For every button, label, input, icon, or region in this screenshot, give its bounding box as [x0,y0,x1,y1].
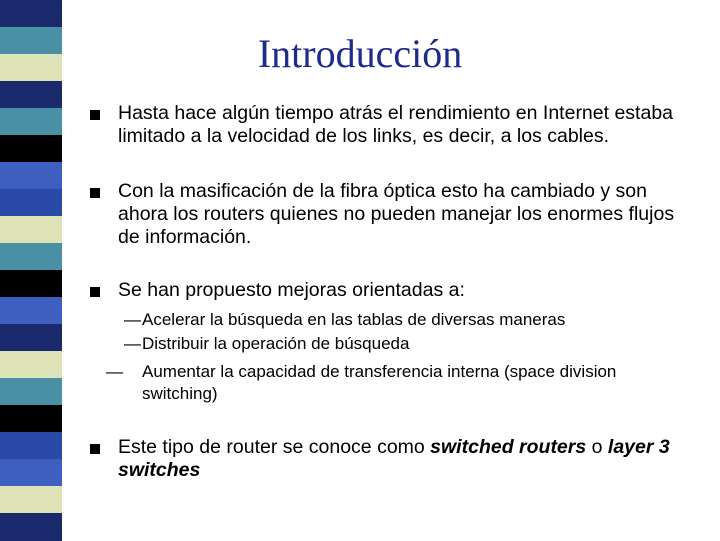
stripe-block [0,135,62,163]
stripe-block [0,189,62,217]
emphasis-term: switched routers [430,436,587,458]
bullet-marker [90,110,100,120]
bullet-text-1: Hasta hace algún tiempo atrás el rendimiento en Internet estaba limitado a la velocidad de los links, es decir, a los cables. [118,102,674,147]
stripe-block [0,405,62,433]
stripe-block [0,162,62,190]
bullet-marker [90,188,100,198]
decorative-stripe [0,0,62,540]
stripe-block [0,324,62,352]
dash-marker: — [124,334,141,353]
stripe-block [0,270,62,298]
stripe-block [0,0,62,28]
stripe-block [0,459,62,487]
stripe-block [0,297,62,325]
sub-bullet-1 [124,309,694,331]
sub-bullet-text: Aumentar la capacidad de transferencia interna (space division switching) [142,362,617,403]
dash-marker: — [124,310,141,329]
stripe-block [0,351,62,379]
sub-bullet-text: Distribuir la operación de búsqueda [142,334,410,353]
bullet-text-4 [118,436,693,482]
dash-marker: — [106,362,123,381]
stripe-block [0,486,62,514]
stripe-block [0,243,62,271]
stripe-block [0,432,62,460]
emphasis-term: layer 3 switches [118,436,670,481]
stripe-block [0,108,62,136]
bullet-marker [90,287,100,297]
bullet-text-part: o [586,436,608,458]
stripe-block [0,81,62,109]
bullet-text-3: Se han propuesto mejoras orientadas a: [118,279,465,301]
sub-bullet-2 [124,333,694,355]
bullet-text-2: Con la masificación de la fibra óptica esto ha cambiado y son ahora los routers quienes no pueden manejar los enormes flujos de información. [118,180,675,248]
stripe-block [0,513,62,541]
slide-title: Introducción [257,31,463,76]
bullet-text-part: Este tipo de router se conoce como [118,436,431,458]
stripe-block [0,378,62,406]
sub-bullet-text: Acelerar la búsqueda en las tablas de diversas maneras [142,310,566,329]
sub-bullet-3 [106,361,694,405]
stripe-block [0,216,62,244]
bullet-marker [90,444,100,454]
